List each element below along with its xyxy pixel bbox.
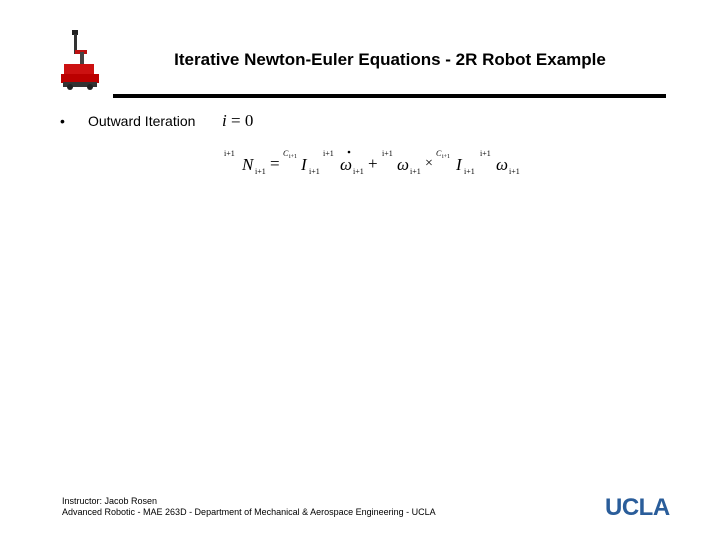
eq-pre-sup-1: i+1: [224, 149, 235, 158]
index-variable: i: [222, 111, 227, 130]
eq-omega-sub-2: i+1: [509, 167, 520, 176]
eq-omega-2: ω: [496, 155, 509, 174]
eq-pre-sup-3: i+1: [382, 149, 393, 158]
title-divider: [113, 94, 666, 98]
eq-lhs-sub: i+1: [255, 167, 266, 176]
euler-equation: [222, 146, 532, 176]
eq-plus: +: [368, 154, 378, 173]
eq-inertia-sub-2: i+1: [464, 167, 475, 176]
eq-equals: =: [270, 154, 280, 173]
ucla-logo: UCLA: [605, 494, 670, 521]
eq-inertia-sub-1: i+1: [309, 167, 320, 176]
eq-cross: ×: [425, 156, 433, 171]
eq-inertia-sup-2: C: [436, 149, 442, 158]
omega-dot-marker: [348, 151, 351, 154]
index-equation: [222, 111, 253, 131]
footer: [62, 496, 436, 518]
eq-pre-sup-2: i+1: [323, 149, 334, 158]
footer-course: Advanced Robotic - MAE 263D - Department of Mechanical & Aerospace Engineering - UCLA: [62, 507, 436, 517]
slide-title: Iterative Newton-Euler Equations - 2R Robot Example: [174, 50, 606, 69]
eq-omega: ω: [397, 155, 410, 174]
eq-inertia-sup-2-sub: i+1: [442, 154, 451, 160]
eq-inertia-sup-1: C: [283, 149, 289, 158]
eq-omega-dot-sub: i+1: [353, 167, 364, 176]
index-equals: =: [230, 111, 241, 130]
eq-pre-sup-4: i+1: [480, 149, 491, 158]
index-value: 0: [244, 111, 254, 130]
eq-inertia-sup-1-sub: i+1: [289, 154, 298, 160]
bullet-text: Outward Iteration: [88, 113, 196, 129]
eq-inertia-2: I: [456, 155, 462, 174]
eq-omega-dot: ω: [340, 155, 353, 174]
eq-inertia-1: I: [301, 155, 307, 174]
robot-logo-icon: [58, 28, 104, 94]
bullet-marker: •: [60, 113, 65, 129]
eq-omega-sub: i+1: [410, 167, 421, 176]
eq-lhs-n: N: [242, 155, 254, 174]
footer-instructor: Instructor: Jacob Rosen: [62, 496, 158, 506]
